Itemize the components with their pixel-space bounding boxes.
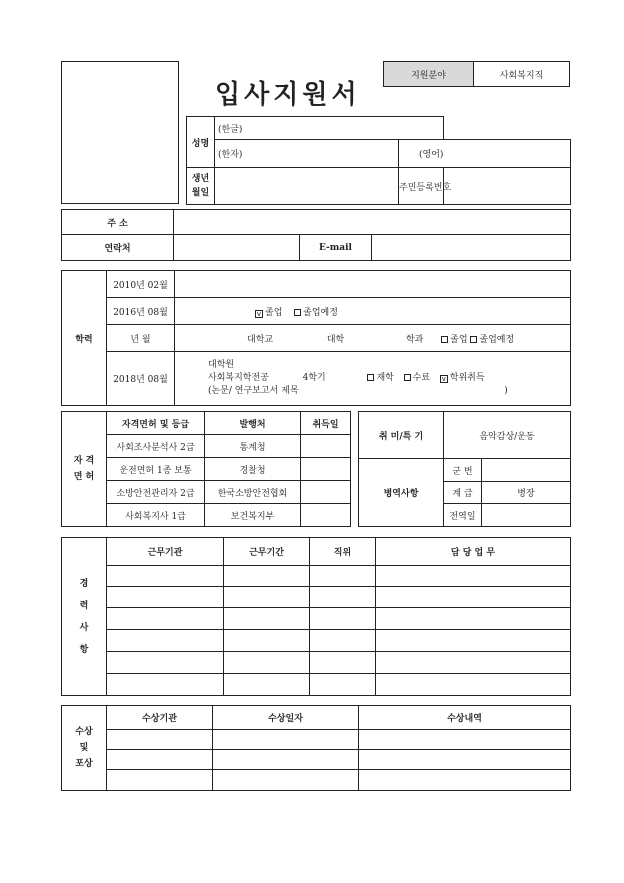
career-cell[interactable]: [310, 630, 376, 652]
awards-cell[interactable]: [213, 730, 359, 750]
certificates-section-label: [62, 412, 107, 527]
cert-date[interactable]: [301, 481, 351, 504]
rrn-field[interactable]: [444, 168, 571, 205]
career-cell[interactable]: [310, 566, 376, 587]
career-cell[interactable]: [107, 652, 224, 674]
edu-header-date: 년 월: [107, 325, 175, 352]
awards-row: [62, 750, 571, 770]
photo-box: [61, 61, 179, 204]
email-label: E-mail: [300, 235, 372, 261]
service-number-label: 군 번: [444, 459, 482, 482]
cert-label-1: 자 격: [73, 456, 95, 466]
cert-name[interactable]: 사회조사분석사 2급: [107, 435, 205, 458]
career-cell[interactable]: [224, 608, 310, 630]
college-label: 대학: [326, 334, 345, 345]
career-cell[interactable]: [376, 587, 571, 608]
career-cell[interactable]: [376, 566, 571, 587]
career-char: 경: [79, 578, 89, 589]
email-field[interactable]: [372, 235, 571, 261]
career-section-label: [62, 538, 107, 696]
grad-major: 사회복지학전공: [208, 373, 269, 383]
awards-row: [62, 770, 571, 791]
military-table: [358, 458, 571, 527]
edu-date-grad[interactable]: 2018년 08월: [107, 352, 175, 406]
career-header-org: 근무기관: [107, 538, 224, 566]
career-row: [62, 674, 571, 696]
hobby-label: 취 미/특 기: [359, 412, 444, 459]
name-hangul-field[interactable]: (한글): [215, 117, 444, 140]
thesis-end: ): [504, 386, 508, 396]
edu-header-detail: [175, 325, 571, 352]
cert-date[interactable]: [301, 504, 351, 527]
rank-value[interactable]: 병장: [482, 482, 571, 504]
career-cell[interactable]: [224, 652, 310, 674]
enrolled-label: 재학: [376, 373, 394, 383]
degree-checkbox-checked[interactable]: v: [441, 375, 446, 383]
awards-char: 및: [79, 743, 89, 753]
cert-name[interactable]: 운전면허 1종 보통: [107, 458, 205, 481]
edu-detail-2: [175, 298, 571, 325]
cert-date[interactable]: [301, 435, 351, 458]
phone-label: 연락처: [62, 235, 174, 261]
certificates-table: [61, 411, 351, 527]
header-graduated-checkbox[interactable]: [441, 336, 448, 343]
completed-label: 수료: [412, 373, 431, 383]
education-table: [61, 270, 571, 406]
awards-cell[interactable]: [213, 750, 359, 770]
field-label: 지원분야: [384, 62, 474, 87]
military-label: 병역사항: [359, 459, 444, 527]
awards-cell[interactable]: [107, 770, 213, 791]
contact-table: [61, 209, 571, 261]
career-cell[interactable]: [107, 587, 224, 608]
career-header-duty: 담 당 업 무: [376, 538, 571, 566]
career-cell[interactable]: [376, 608, 571, 630]
field-table: [383, 61, 570, 87]
awards-char: 수상: [75, 727, 93, 737]
service-number-field[interactable]: [482, 459, 571, 482]
cert-name[interactable]: 소방안전관리자 2급: [107, 481, 205, 504]
awards-row: [62, 730, 571, 750]
career-row: [62, 566, 571, 587]
career-row: [62, 630, 571, 652]
career-cell[interactable]: [224, 587, 310, 608]
cert-label-2: 면 허: [73, 472, 95, 482]
awards-cell[interactable]: [359, 770, 571, 791]
career-cell[interactable]: [310, 587, 376, 608]
phone-field[interactable]: [174, 235, 300, 261]
birth-label: [187, 168, 215, 205]
career-header-period: 근무기간: [224, 538, 310, 566]
career-cell[interactable]: [107, 674, 224, 696]
awards-cell[interactable]: [107, 750, 213, 770]
rrn-label: 주민등록번호: [399, 168, 444, 205]
cert-name[interactable]: 사회복지사 1급: [107, 504, 205, 527]
cert-issuer[interactable]: 한국소방안전협회: [205, 481, 301, 504]
edu-date-1[interactable]: 2010년 02월: [107, 271, 175, 298]
cert-header-name: 자격면허 및 등급: [107, 412, 205, 435]
cert-issuer[interactable]: 통계청: [205, 435, 301, 458]
school-label: 대학교: [247, 334, 274, 345]
expected-checkbox[interactable]: [294, 309, 301, 316]
thesis-label: (논문/ 연구보고서 제목: [208, 386, 299, 396]
address-label: 주 소: [62, 210, 174, 235]
career-char: 력: [79, 600, 89, 611]
career-cell[interactable]: [224, 566, 310, 587]
name-label: 성명: [187, 117, 215, 168]
career-header-position: 직위: [310, 538, 376, 566]
awards-header-date: 수상일자: [213, 706, 359, 730]
name-english-field[interactable]: (영어): [399, 140, 571, 168]
header-expected-label: 졸업예정: [479, 334, 515, 345]
career-table: [61, 537, 571, 696]
address-field[interactable]: [174, 210, 571, 235]
education-section-label: 학력: [62, 271, 107, 406]
edu-date-2[interactable]: 2016년 08월: [107, 298, 175, 325]
header-expected-checkbox[interactable]: [470, 336, 477, 343]
dept-label: 학과: [405, 334, 424, 345]
career-row: [62, 608, 571, 630]
edu-grad-detail: [175, 352, 571, 406]
personal-table: [186, 116, 571, 205]
awards-section-label: [62, 706, 107, 791]
cert-header-date: 취득일: [301, 412, 351, 435]
career-cell[interactable]: [310, 652, 376, 674]
enrolled-checkbox[interactable]: [367, 374, 374, 381]
career-row: [62, 652, 571, 674]
awards-cell[interactable]: [213, 770, 359, 791]
birth-label-2: 월일: [191, 188, 210, 198]
cert-date[interactable]: [301, 458, 351, 481]
birth-label-1: 생년: [191, 174, 210, 184]
grad-school-label: 대학원: [208, 360, 235, 370]
cert-issuer[interactable]: 경찰청: [205, 458, 301, 481]
career-cell[interactable]: [107, 566, 224, 587]
grad-semester: 4학기: [302, 373, 326, 383]
degree-label: 학위취득: [449, 373, 485, 383]
birth-field[interactable]: [215, 168, 399, 205]
career-cell[interactable]: [376, 674, 571, 696]
career-char: 사: [79, 622, 89, 633]
career-char: 항: [79, 644, 89, 655]
cert-header-issuer: 발행처: [205, 412, 301, 435]
career-cell[interactable]: [310, 674, 376, 696]
discharge-label: 전역일: [444, 504, 482, 527]
career-cell[interactable]: [107, 608, 224, 630]
expected-label: 졸업예정: [303, 307, 338, 318]
awards-cell[interactable]: [359, 750, 571, 770]
awards-header-detail: 수상내역: [359, 706, 571, 730]
graduated-checkbox-checked[interactable]: v: [256, 309, 262, 318]
completed-checkbox[interactable]: [404, 374, 411, 381]
name-hanja-field[interactable]: (한자): [215, 140, 399, 168]
graduated-label: 졸업: [265, 307, 283, 318]
blank-cell: [444, 117, 571, 140]
page-title: 입사지원서: [215, 80, 361, 110]
awards-cell[interactable]: [359, 730, 571, 750]
career-cell[interactable]: [310, 608, 376, 630]
hobby-table: [358, 411, 571, 459]
career-cell[interactable]: [224, 674, 310, 696]
edu-detail-1[interactable]: [175, 271, 571, 298]
awards-cell[interactable]: [107, 730, 213, 750]
career-cell[interactable]: [107, 630, 224, 652]
rank-label: 계 급: [444, 482, 482, 504]
career-row: [62, 587, 571, 608]
cert-issuer[interactable]: 보건복지부: [205, 504, 301, 527]
career-cell[interactable]: [224, 630, 310, 652]
discharge-field[interactable]: [482, 504, 571, 527]
awards-table: [61, 705, 571, 791]
awards-char: 포상: [75, 759, 93, 769]
career-cell[interactable]: [376, 630, 571, 652]
hobby-value[interactable]: 음악감상/운동: [444, 412, 571, 459]
career-cell[interactable]: [376, 652, 571, 674]
awards-header-org: 수상기관: [107, 706, 213, 730]
field-value[interactable]: 사회복지직: [474, 62, 570, 87]
header-graduated-label: 졸업: [450, 334, 468, 345]
